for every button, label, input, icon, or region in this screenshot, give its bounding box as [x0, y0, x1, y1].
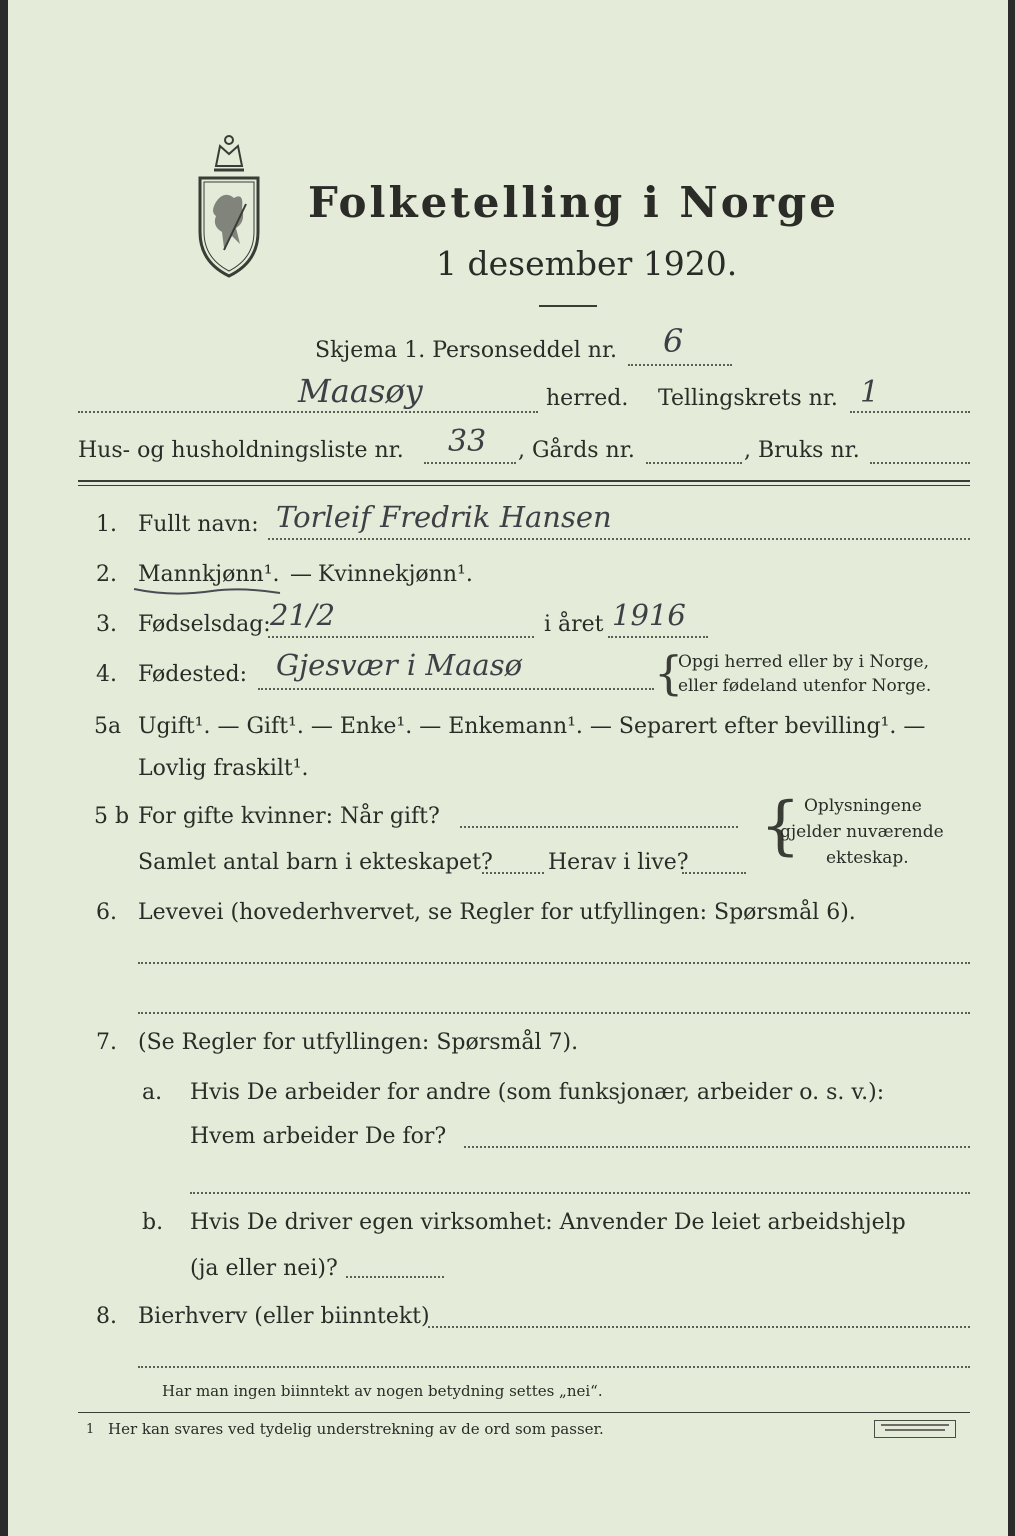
q4-label: Fødested: [138, 662, 248, 687]
children-alive-label: Herav i live? [548, 850, 689, 875]
q7b-line2: (ja eller nei)? [190, 1256, 338, 1281]
header-rule-1 [78, 480, 970, 482]
birth-year-value[interactable]: 1916 [612, 598, 686, 632]
q7b-line1: Hvis De driver egen virksomhet: Anvender De leiet arbeidshjelp [190, 1210, 906, 1235]
q7a-line1: Hvis De arbeider for andre (som funksjonær, arbeider o. s. v.): [190, 1080, 885, 1105]
children-total-dots [482, 872, 544, 874]
q7a-dots-2 [190, 1192, 970, 1194]
footnote-text: Her kan svares ved tydelig understrekning av de ord som passer. [108, 1420, 604, 1438]
q4-dots [258, 688, 654, 690]
divorced-option[interactable]: Lovlig fraskilt¹. [138, 756, 309, 781]
q6-label: Levevei (hovederhvervet, se Regler for utfyllingen: Spørsmål 6). [138, 900, 856, 925]
gards-dots [646, 462, 742, 464]
title-divider [539, 305, 597, 307]
q7a-line2: Hvem arbeider De for? [190, 1124, 447, 1149]
gards-label: , Gårds nr. [518, 438, 635, 463]
full-name-value[interactable]: Torleif Fredrik Hansen [276, 500, 612, 534]
married-when-dots [460, 826, 738, 828]
q3-number: 3. [96, 612, 117, 637]
q8-dots-1 [428, 1326, 970, 1328]
q7-label: (Se Regler for utfyllingen: Spørsmål 7). [138, 1030, 579, 1055]
q4-brace: { [654, 646, 684, 700]
skjema-label: Skjema 1. Personseddel nr. [315, 338, 618, 363]
q8-note: Har man ingen biinntekt av nogen betydning settes „nei“. [162, 1382, 603, 1400]
herred-dots [78, 411, 538, 413]
q8-label: Bierhverv (eller biinntekt) [138, 1304, 430, 1329]
q2-number: 2. [96, 562, 117, 587]
q5b-number: 5 b [94, 804, 130, 829]
herred-value[interactable]: Maasøy [298, 372, 423, 410]
children-alive-dots [682, 872, 746, 874]
q5b-brace: { [760, 789, 801, 863]
q5a-number: 5a [94, 714, 122, 739]
bruks-dots [870, 462, 970, 464]
married-when-label: For gifte kvinner: Når gift? [138, 804, 440, 829]
q6-dots-1 [138, 962, 970, 964]
q6-number: 6. [96, 900, 117, 925]
male-underline-mark [132, 583, 282, 599]
census-date: 1 desember 1920. [436, 244, 738, 283]
q8-number: 8. [96, 1304, 117, 1329]
form-title: Folketelling i Norge [308, 178, 840, 227]
header-rule-2 [78, 485, 970, 486]
husholdningsliste-dots [424, 462, 516, 464]
census-form-page [8, 0, 1008, 1536]
tellingskrets-number[interactable]: 1 [860, 375, 880, 410]
female-option[interactable]: Kvinnekjønn¹. [318, 562, 473, 587]
q4-note-line1: Opgi herred eller by i Norge, [678, 652, 929, 672]
q2-dash: — [290, 562, 312, 587]
q7-number: 7. [96, 1030, 117, 1055]
husholdningsliste-label: Hus- og husholdningsliste nr. [78, 438, 404, 463]
q7b-dots [346, 1276, 444, 1278]
q3-year-dots [608, 636, 708, 638]
skjema-dots [628, 364, 732, 366]
footnote-mark: 1 [86, 1422, 95, 1437]
q3-day-dots [268, 636, 534, 638]
printer-stamp [874, 1420, 956, 1438]
q5b-note-line1: Oplysningene [804, 796, 922, 816]
q6-dots-2 [138, 1012, 970, 1014]
children-total-label: Samlet antal barn i ekteskapet? [138, 850, 493, 875]
q4-number: 4. [96, 662, 117, 687]
norway-coat-of-arms-icon [194, 132, 264, 280]
q5b-note-line2: gjelder nuværende [780, 822, 944, 842]
q1-number: 1. [96, 512, 117, 537]
marital-status-options[interactable]: Ugift¹. — Gift¹. — Enke¹. — Enkemann¹. — Separert efter bevilling¹. — [138, 714, 926, 739]
birth-day-value[interactable]: 21/2 [270, 598, 336, 632]
bruks-label: , Bruks nr. [744, 438, 860, 463]
footnote-rule [78, 1412, 970, 1413]
q7a-dots-1 [464, 1146, 970, 1148]
tellingskrets-dots [850, 411, 970, 413]
birthplace-value[interactable]: Gjesvær i Maasø [276, 648, 523, 682]
herred-label: herred. [546, 386, 629, 411]
tellingskrets-label: Tellingskrets nr. [658, 386, 838, 411]
q8-dots-2 [138, 1366, 970, 1368]
husholdningsliste-number[interactable]: 33 [448, 424, 487, 459]
q3-label: Fødselsdag: [138, 612, 271, 637]
q7b-letter: b. [142, 1210, 164, 1235]
q5b-note-line3: ekteskap. [826, 848, 909, 868]
male-option[interactable]: Mannkjønn¹. [138, 562, 280, 587]
q4-note-line2: eller fødeland utenfor Norge. [678, 676, 932, 696]
personseddel-number[interactable]: 6 [663, 322, 684, 360]
year-label: i året [544, 612, 604, 637]
q1-label: Fullt navn: [138, 512, 259, 537]
q1-dots [268, 538, 970, 540]
q7a-letter: a. [142, 1080, 163, 1105]
